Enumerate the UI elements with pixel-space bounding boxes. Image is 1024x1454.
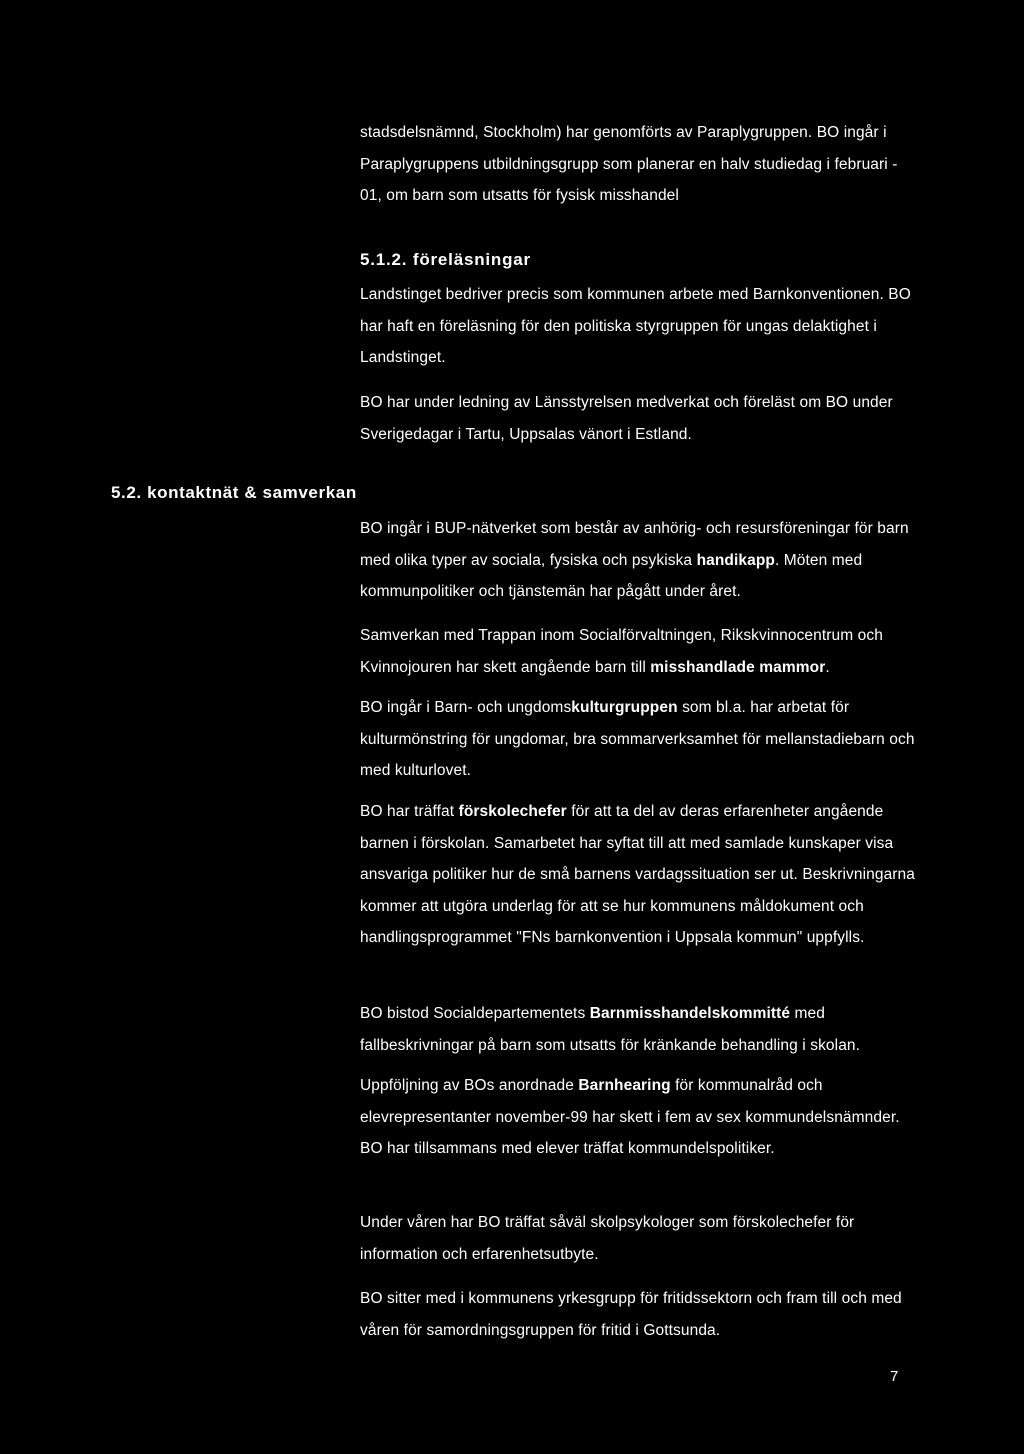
- lecture-paragraph-1: Landstinget bedriver precis som kommunen arbete med Barnkonventionen. BO har haft en föreläsning för den politiska styrgruppen för ungas delaktighet i Landstinget.: [360, 286, 911, 366]
- emphasis-handikapp: handikapp: [696, 551, 775, 569]
- network-paragraph-barnmisshandel: BO bistod Socialdepartementets Barnmisshandelskommitté med fallbeskrivningar på barn som utsatts för kränkande behandling i skolan.: [360, 1005, 861, 1054]
- intro-paragraph: stadsdelsnämnd, Stockholm) har genomförts av Paraplygruppen. BO ingår i Paraplygruppens utbildningsgrupp som planerar en halv studiedag i februari - 01, om barn som utsatts för fysisk misshandel: [360, 124, 898, 204]
- page-number: 7: [890, 1368, 899, 1385]
- emphasis-forskolechefer: förskolechefer: [458, 803, 567, 820]
- section-heading-52: 5.2. kontaktnät & samverkan: [111, 483, 357, 502]
- network-paragraph-forskolechefer: BO har träffat förskolechefer för att ta del av deras erfarenheter angående barnen i förskolan. Samarbetet har syftat till att med samlade kunskaper visa ansvariga politiker hur de små barnens vardagssituation ser ut. Beskrivningarna kommer att utgöra underlag för att se hur kommunens måldokument och handlingsprogrammet "FNs barnkonvention i Uppsala kommun" uppfylls.: [360, 803, 915, 946]
- emphasis-barnmisshandelskommitte: Barnmisshandelskommitté: [589, 1005, 791, 1022]
- lecture-paragraph-2: BO har under ledning av Länsstyrelsen medverkat och föreläst om BO under Sverigedagar i Tartu, Uppsalas vänort i Estland.: [360, 394, 893, 443]
- network-paragraph-kultur: BO ingår i Barn- och ungdomskulturgruppen som bl.a. har arbetat för kulturmönstring för ungdomar, bra sommarverksamhet för mellanstadiebarn och med kulturlovet.: [360, 699, 915, 779]
- network-paragraph-barnhearing: Uppföljning av BOs anordnade Barnhearing för kommunalråd och elevrepresentanter november-99 har skett i fem av sex kommundelsnämnder. BO har tillsammans med elever träffat kommundelspolitiker.: [360, 1077, 900, 1157]
- network-paragraph-skolpsykologer: Under våren har BO träffat såväl skolpsykologer som förskolechefer för information och erfarenhetsutbyte.: [360, 1214, 855, 1263]
- emphasis-kulturgruppen: kulturgruppen: [571, 699, 678, 716]
- network-paragraph-bup: BO ingår i BUP-nätverket som består av anhörig- och resursföreningar för barn med olika typer av sociala, fysiska och psykiska handikapp. Möten med kommunpolitiker och tjänstemän har pågått under året.: [360, 520, 909, 600]
- network-paragraph-fritid: BO sitter med i kommunens yrkesgrupp för fritidssektorn och fram till och med våren för samordningsgruppen för fritid i Gottsunda.: [360, 1290, 902, 1339]
- emphasis-barnhearing: Barnhearing: [578, 1077, 671, 1094]
- subsection-heading-512: 5.1.2. föreläsningar: [360, 250, 531, 269]
- network-paragraph-trappan: Samverkan med Trappan inom Socialförvaltningen, Rikskvinnocentrum och Kvinnojouren har skett angående barn till misshandlade mammor.: [360, 627, 883, 676]
- emphasis-misshandlade-mammor: misshandlade mammor: [650, 658, 826, 676]
